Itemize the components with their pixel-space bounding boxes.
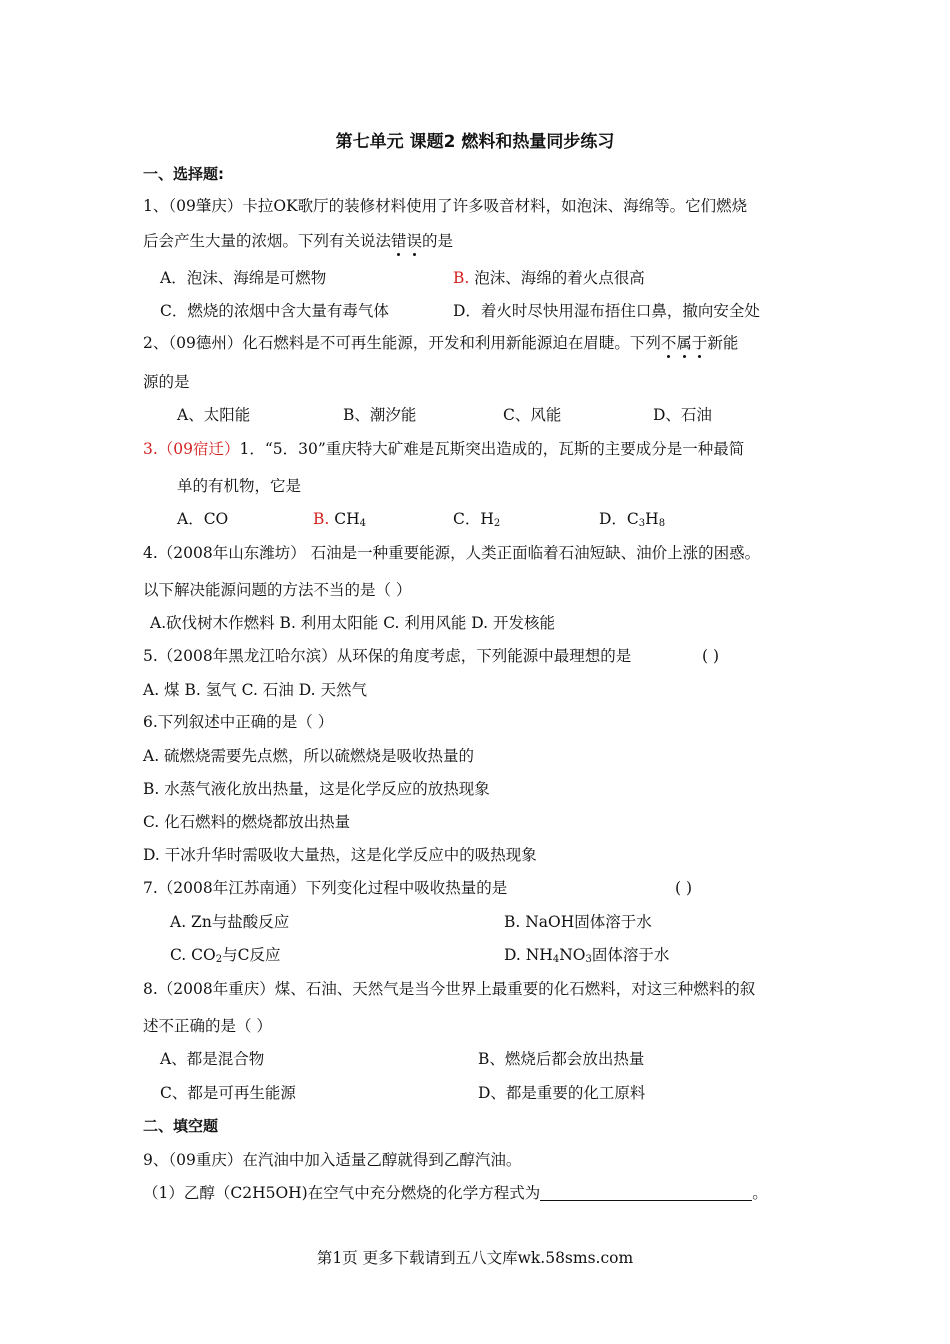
q3-option-d: D．$C_3H_8$ — [599, 510, 666, 529]
section-heading-choice: 一、选择题: — [143, 165, 224, 183]
q5-line1: 5.（2008年黑龙江哈尔滨）从环保的角度考虑，下列能源中最理想的是 — [143, 647, 632, 665]
q6-option-c: C. 化石燃料的燃烧都放出热量 — [143, 813, 351, 831]
q8-option-b: B、燃烧后都会放出热量 — [478, 1050, 645, 1068]
q9-line1: 9、（09重庆）在汽油中加入适量乙醇就得到乙醇汽油。 — [143, 1151, 522, 1169]
q1-option-a: A．泡沫、海绵是可燃物 — [160, 269, 327, 287]
q6-line1: 6.下列叙述中正确的是（ ） — [143, 713, 334, 731]
section-heading-fill: 二、填空题 — [143, 1117, 219, 1135]
q7-option-c: C. $CO_2$与C反应 — [170, 946, 281, 965]
page-footer: 第1页 更多下载请到五八文库wk.58sms.com — [316, 1249, 634, 1267]
q9-sub1: （1）乙醇（C2H5OH)在空气中充分燃烧的化学方程式为 。 — [143, 1184, 768, 1202]
q7-option-b: B. NaOH固体溶于水 — [504, 913, 652, 931]
page-title: 第七单元 课题2 燃料和热量同步练习 — [335, 132, 615, 152]
q6-option-b: B. 水蒸气液化放出热量，这是化学反应的放热现象 — [143, 780, 490, 798]
q2-option-c: C、风能 — [503, 406, 562, 424]
q3-option-b: B. $CH_4$ — [313, 510, 367, 529]
emphasis-dot-char: 错 — [391, 232, 407, 250]
q1-option-b: B. 泡沫、海绵的着火点很高 — [453, 269, 645, 287]
q3-option-a: A．CO — [177, 510, 229, 528]
q5-options: A. 煤 B. 氢气 C. 石油 D. 天然气 — [143, 681, 367, 699]
q8-option-d: D、都是重要的化工原料 — [478, 1084, 646, 1102]
q8-line2: 述不正确的是（ ） — [143, 1017, 272, 1035]
q3-line1: 3.（09宿迁）1．“5．30”重庆特大矿难是瓦斯突出造成的，瓦斯的主要成分是一种最简 — [143, 440, 745, 458]
q7-option-d: D. $NH_4NO_3$固体溶于水 — [504, 946, 670, 965]
q7-line1: 7.（2008年江苏南通）下列变化过程中吸收热量的是 — [143, 879, 508, 897]
q2-line1: 2、（09德州）化石燃料是不可再生能源，开发和利用新能源迫在眉睫。下列不属于新能 — [143, 334, 739, 352]
q7-option-a: A. Zn与盐酸反应 — [170, 913, 290, 931]
q1-option-d: D．着火时尽快用湿布捂住口鼻，撤向安全处 — [453, 302, 760, 320]
q2-option-d: D、石油 — [653, 406, 712, 424]
q4-line1: 4.（2008年山东潍坊） 石油是一种重要能源，人类正面临着石油短缺、油价上涨的困惑。 — [143, 544, 761, 562]
q6-option-d: D. 干冰升华时需吸收大量热，这是化学反应中的吸热现象 — [143, 846, 537, 864]
emphasis-dot-char: 不 — [660, 334, 677, 352]
q6-option-a: A. 硫燃烧需要先点燃，所以硫燃烧是吸收热量的 — [143, 747, 475, 765]
q3-option-c: C．$H_2$ — [453, 510, 501, 529]
q7-answer-paren: ( ) — [675, 879, 693, 897]
q5-answer-paren: ( ) — [702, 647, 720, 665]
answer-blank[interactable] — [540, 1185, 752, 1201]
q2-line2: 源的是 — [143, 373, 190, 391]
q1-line2: 后会产生大量的浓烟。下列有关说法错误的是 — [143, 232, 454, 250]
q8-option-a: A、都是混合物 — [160, 1050, 265, 1068]
emphasis-dot-char: 属 — [676, 334, 692, 352]
q4-line2: 以下解决能源问题的方法不当的是（ ） — [143, 581, 412, 599]
q4-options: A.砍伐树木作燃料 B. 利用太阳能 C. 利用风能 D. 开发核能 — [150, 614, 556, 632]
q1-option-c: C．燃烧的浓烟中含大量有毒气体 — [160, 302, 389, 320]
q2-option-b: B、潮汐能 — [343, 406, 417, 424]
q2-option-a: A、太阳能 — [177, 406, 251, 424]
q8-line1: 8.（2008年重庆）煤、石油、天然气是当今世界上最重要的化石燃料，对这三种燃料的叙 — [143, 980, 756, 998]
q3-line2: 单的有机物，它是 — [177, 477, 302, 495]
emphasis-dot-char: 于 — [691, 334, 708, 352]
emphasis-dot-char: 误 — [406, 232, 423, 250]
q1-line1: 1、（09肇庆）卡拉OK歌厅的装修材料使用了许多吸音材料，如泡沫、海绵等。它们燃烧 — [143, 197, 748, 215]
q8-option-c: C、都是可再生能源 — [160, 1084, 296, 1102]
